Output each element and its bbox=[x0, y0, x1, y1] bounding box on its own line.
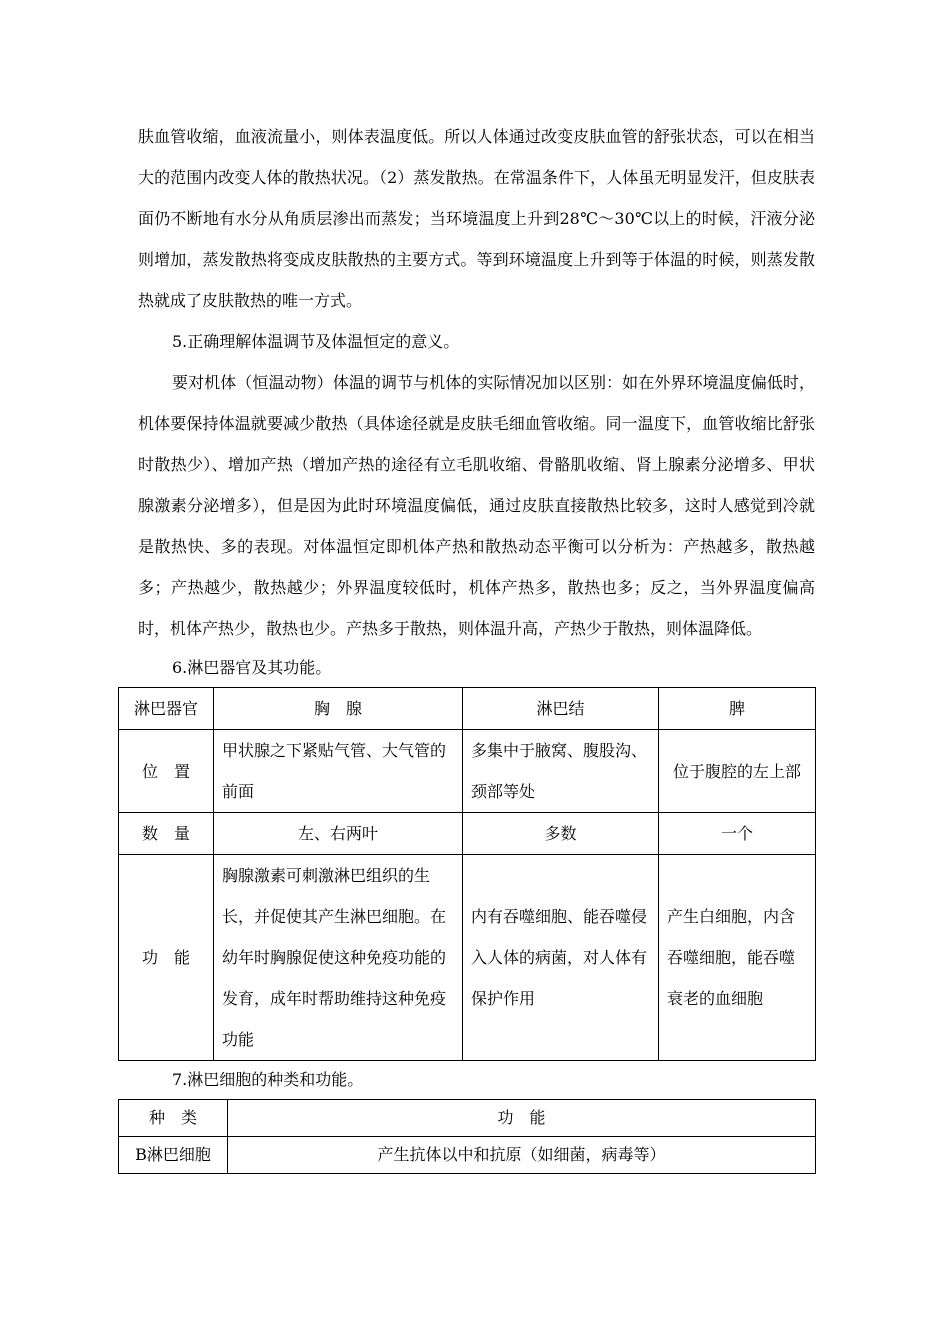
table-row bbox=[119, 1137, 816, 1174]
section-heading-5: 5.正确理解体温调节及体温恒定的意义。 bbox=[172, 332, 460, 351]
table-header-row bbox=[119, 1100, 816, 1137]
row-label: B淋巴细胞 bbox=[119, 1137, 228, 1174]
table-row bbox=[119, 813, 816, 855]
table2-caption: 7.淋巴细胞的种类和功能。 bbox=[172, 1070, 364, 1089]
table-cell: 产生抗体以中和抗原（如细菌，病毒等） bbox=[228, 1137, 816, 1174]
lymph-organs-table bbox=[118, 687, 816, 1061]
row-label: 功 能 bbox=[119, 855, 214, 1061]
table1-caption: 6.淋巴器官及其功能。 bbox=[172, 658, 332, 677]
paragraph-thermoregulation: 要对机体（恒温动物）体温的调节与机体的实际情况加以区别：如在外界环境温度偏低时，机体要保持体温就要减少散热（具体途径就是皮肤毛细血管收缩。同一温度下，血管收缩比舒张时散热少）、增加产热（增加产热的途径有立毛肌收缩、骨骼肌收缩、肾上腺素分泌增多、甲状腺激素分泌增多），但是因为此时环境温度偏低，通过皮肤直接散热比较多，这时人感觉到冷就是散热快、多的表现。对体温恒定即机体产热和散热动态平衡可以分析为：产热越多，散热越多；产热越少，散热越少；外界温度较低时，机体产热多，散热也多；反之，当外界温度偏高时，机体产热少，散热也少。产热多于散热，则体温升高，产热少于散热，则体温降低。 bbox=[138, 373, 815, 638]
header-cell: 功 能 bbox=[228, 1100, 816, 1137]
table-cell: 多集中于腋窝、腹股沟、颈部等处 bbox=[463, 730, 659, 813]
header-cell: 胸 腺 bbox=[214, 688, 463, 730]
table-cell: 多数 bbox=[463, 813, 659, 855]
table-cell: 甲状腺之下紧贴气管、大气管的前面 bbox=[214, 730, 463, 813]
lymphocyte-types-table bbox=[118, 1099, 816, 1174]
row-label: 位 置 bbox=[119, 730, 214, 813]
table-row bbox=[119, 730, 816, 813]
table-cell: 产生白细胞，内含吞噬细胞，能吞噬衰老的血细胞 bbox=[659, 855, 816, 1061]
header-cell: 淋巴结 bbox=[463, 688, 659, 730]
table-cell: 左、右两叶 bbox=[214, 813, 463, 855]
table-cell: 位于腹腔的左上部 bbox=[659, 730, 816, 813]
table-row bbox=[119, 855, 816, 1061]
document-body bbox=[133, 116, 815, 1174]
header-cell: 淋巴器官 bbox=[119, 688, 214, 730]
row-label: 数 量 bbox=[119, 813, 214, 855]
paragraph-skin-heat: 肤血管收缩，血液流量小，则体表温度低。所以人体通过改变皮肤血管的舒张状态，可以在相当大的范围内改变人体的散热状况。（2）蒸发散热。在常温条件下，人体虽无明显发汗，但皮肤表面仍不断地有水分从角质层渗出而蒸发；当环境温度上升到28℃～30℃以上的时候，汗液分泌则增加，蒸发散热将变成皮肤散热的主要方式。等到环境温度上升到等于体温的时候，则蒸发散热就成了皮肤散热的唯一方式。 bbox=[138, 127, 815, 310]
table-cell: 一个 bbox=[659, 813, 816, 855]
header-cell: 种 类 bbox=[119, 1100, 228, 1137]
header-cell: 脾 bbox=[659, 688, 816, 730]
table-cell: 胸腺激素可刺激淋巴组织的生长，并促使其产生淋巴细胞。在幼年时胸腺促使这种免疫功能的发育，成年时帮助维持这种免疫功能 bbox=[214, 855, 463, 1061]
table-header-row bbox=[119, 688, 816, 730]
table-cell: 内有吞噬细胞、能吞噬侵入人体的病菌，对人体有保护作用 bbox=[463, 855, 659, 1061]
